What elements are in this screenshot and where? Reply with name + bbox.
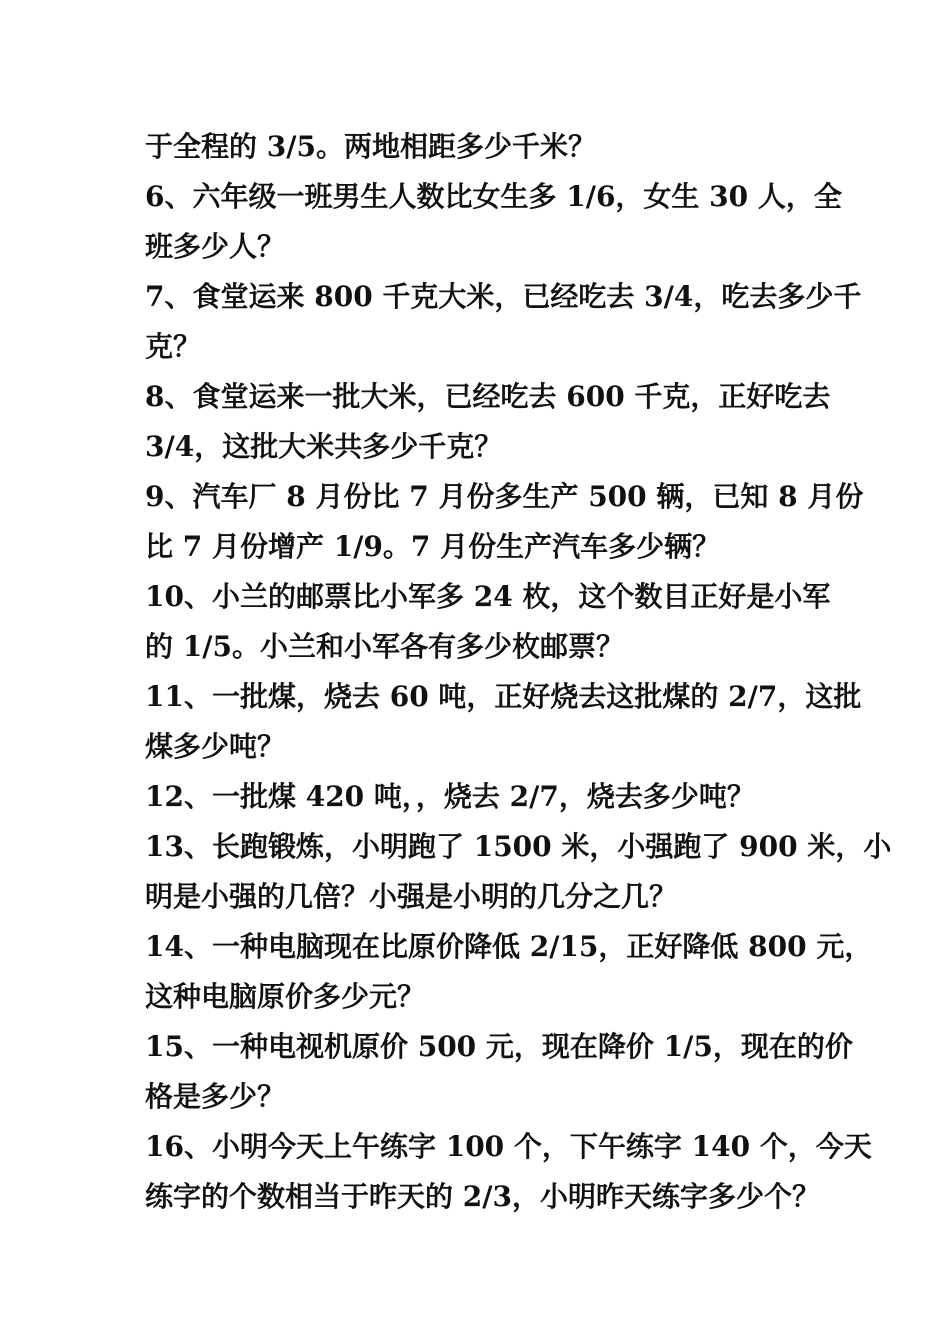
text-line-1: 于全程的 3/5。两地相距多少千米？ [145, 130, 596, 163]
text-line-6: 8、食堂运来一批大米，已经吃去 600 千克，正好吃去 [145, 380, 831, 413]
text-line-12: 11、一批煤，烧去 60 吨，正好烧去这批煤的 2/7，这批 [145, 680, 862, 713]
text-line-3: 班多少人？ [145, 230, 286, 263]
text-line-17: 14、一种电脑现在比原价降低 2/15，正好降低 800 元， [145, 930, 873, 963]
text-line-19: 15、一种电视机原价 500 元，现在降价 1/5，现在的价 [145, 1030, 853, 1063]
text-line-7: 3/4，这批大米共多少千克？ [145, 430, 503, 463]
text-line-5: 克？ [145, 330, 202, 363]
text-line-13: 煤多少吨？ [145, 730, 286, 763]
text-line-20: 格是多少？ [145, 1080, 286, 1113]
text-line-2: 6、六年级一班男生人数比女生多 1/6，女生 30 人，全 [145, 180, 842, 213]
text-line-16: 明是小强的几倍？小强是小明的几分之几？ [145, 880, 678, 913]
text-line-10: 10、小兰的邮票比小军多 24 枚，这个数目正好是小军 [145, 580, 831, 613]
text-line-15: 13、长跑锻炼，小明跑了 1500 米，小强跑了 900 米，小 [145, 830, 892, 863]
text-line-14: 12、一批煤 420 吨，，烧去 2/7，烧去多少吨？ [145, 780, 755, 813]
text-line-22: 练字的个数相当于昨天的 2/3，小明昨天练字多少个？ [145, 1180, 820, 1213]
text-line-8: 9、汽车厂 8 月份比 7 月份多生产 500 辆，已知 8 月份 [145, 480, 864, 513]
document-text-body [145, 122, 892, 1222]
text-line-4: 7、食堂运来 800 千克大米，已经吃去 3/4，吃去多少千 [145, 280, 862, 313]
text-line-9: 比 7 月份增产 1/9。7 月份生产汽车多少辆？ [145, 530, 721, 563]
text-line-21: 16、小明今天上午练字 100 个，下午练字 140 个，今天 [145, 1130, 872, 1163]
text-line-11: 的 1/5。小兰和小军各有多少枚邮票？ [145, 630, 624, 663]
text-line-18: 这种电脑原价多少元？ [145, 980, 426, 1013]
